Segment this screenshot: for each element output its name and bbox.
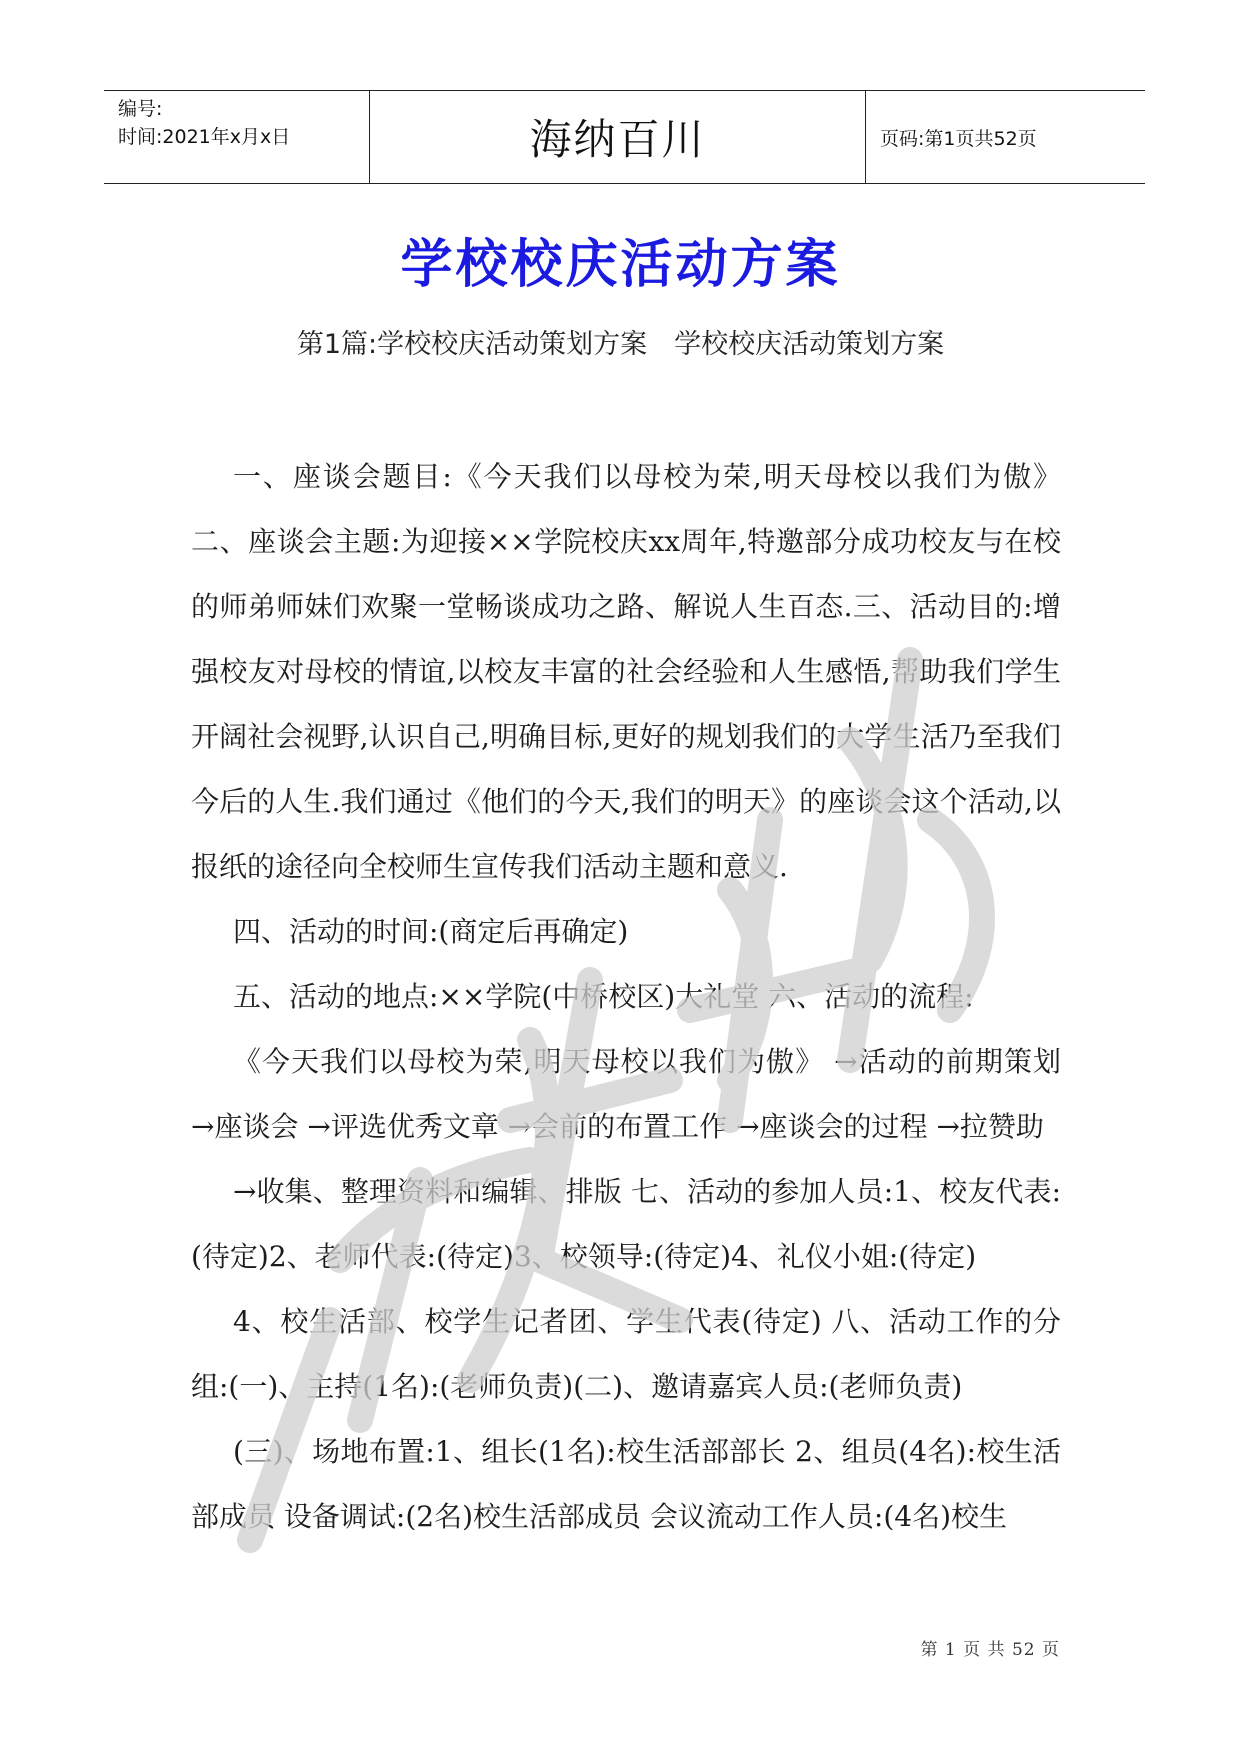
brand-name: 海纳百川: [529, 115, 706, 164]
document-header-table: [104, 90, 1145, 184]
body-paragraph: (三)、场地布置:1、组长(1名):校生活部部长 2、组员(4名):校生活部成员 设备调试:(2名)校生活部成员 会议流动工作人员:(4名)校生: [191, 1435, 1061, 1533]
document-body: [191, 444, 1061, 1549]
body-paragraph: 4、校生活部、校学生记者团、学生代表(待定) 八、活动工作的分组:(一)、主持(1名):(老师负责)(二)、邀请嘉宾人员:(老师负责): [191, 1305, 1061, 1403]
document-time-label: 时间:2021年x月x日: [118, 126, 291, 148]
body-paragraph: →收集、整理资料和编辑、排版 七、活动的参加人员:1、校友代表:(待定)2、老师代表:(待定)3、校领导:(待定)4、礼仪小姐:(待定): [191, 1175, 1061, 1273]
body-paragraph: 《今天我们以母校为荣,明天母校以我们为傲》 →活动的前期策划 →座谈会 →评选优秀文章 →会前的布置工作 →座谈会的过程 →拉赞助: [191, 1045, 1061, 1143]
header-page-cell: [866, 91, 1145, 183]
body-paragraph: 五、活动的地点:××学院(中桥校区)大礼堂 六、活动的流程:: [233, 980, 974, 1013]
document-number-label: 编号:: [118, 98, 163, 120]
header-brand-cell: [370, 91, 866, 183]
body-paragraph: 四、活动的时间:(商定后再确定): [233, 915, 629, 948]
page-footer: 第 1 页 共 52 页: [920, 1640, 1060, 1660]
body-paragraph: 一、座谈会题目:《今天我们以母校为荣,明天母校以我们为傲》二、座谈会主题:为迎接××学院校庆xx周年,特邀部分成功校友与在校的师弟师妹们欢聚一堂畅谈成功之路、解说人生百态.三、活动目的:增强校友对母校的情谊,以校友丰富的社会经验和人生感悟,帮助我们学生开阔社会视野,认识自己,明确目标,更好的规划我们的大学生活乃至我们今后的人生.我们通过《他们的今天,我们的明天》的座谈会这个活动,以报纸的途径向全校师生宣传我们活动主题和意义.: [191, 460, 1061, 883]
document-subtitle: 第1篇:学校校庆活动策划方案 学校校庆活动策划方案: [296, 329, 945, 360]
document-title: 学校校庆活动方案: [400, 234, 841, 295]
page-code-label: 页码:第1页共52页: [880, 127, 1037, 150]
header-meta-cell: [104, 91, 370, 183]
